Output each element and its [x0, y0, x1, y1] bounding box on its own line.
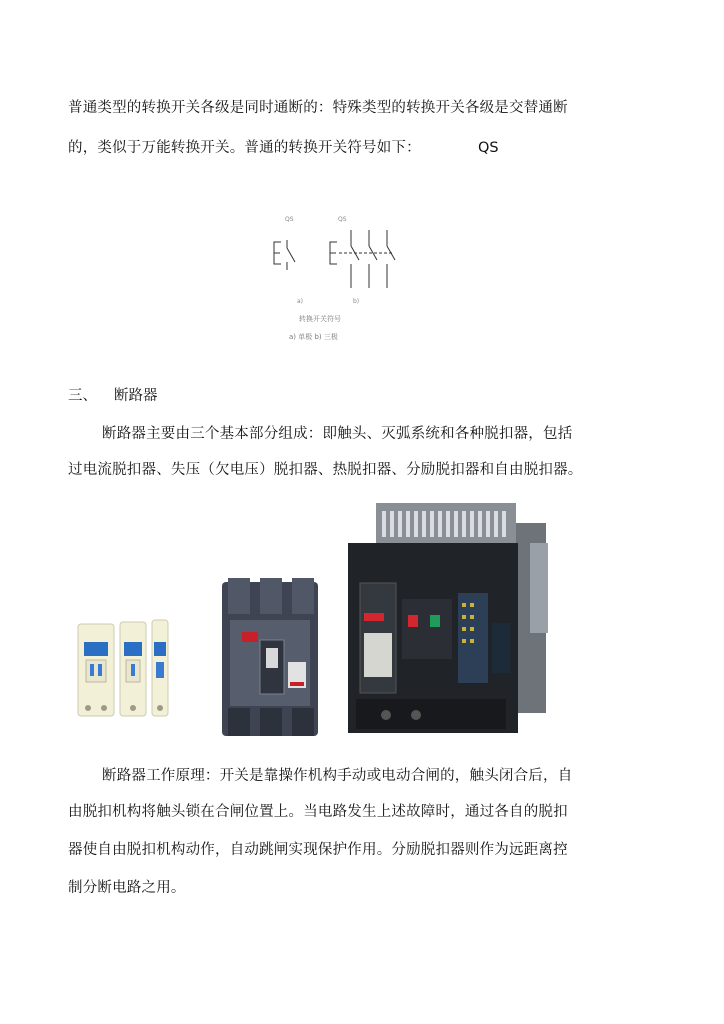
moulded-case-breaker-photo: [220, 578, 322, 740]
qs-symbol-label: QS: [478, 140, 499, 156]
figure-caption-2: a) 单极 b) 三极: [289, 333, 338, 341]
para2-line-3: 器使自由脱扣机构动作，自动跳闸实现保护作用。分励脱扣器则作为远距离控: [68, 842, 568, 858]
intro-line-2: 的，类似于万能转换开关。普通的转换开关符号如下：: [68, 140, 421, 156]
figure-label-a: QS: [285, 216, 294, 223]
figure-sub-a: a): [297, 298, 304, 305]
switch-symbol-diagram: [255, 220, 415, 310]
section-title: 断路器: [114, 388, 158, 404]
miniature-circuit-breakers-photo: [76, 612, 176, 722]
para1-line-2: 过电流脱扣器、失压（欠电压）脱扣器、热脱扣器、分励脱扣器和自由脱扣器。: [68, 462, 583, 478]
para2-line-4: 制分断电路之用。: [68, 880, 186, 896]
section-number: 三、: [68, 388, 97, 404]
figure-sub-b: b): [353, 298, 360, 305]
switch-symbol-figure: [255, 210, 415, 350]
intro-line-1: 普通类型的转换开关各级是同时通断的：特殊类型的转换开关各级是交替通断: [68, 100, 568, 116]
figure-caption-1: 转换开关符号: [299, 315, 341, 323]
figure-label-b: QS: [338, 216, 347, 223]
para1-line-1: 断路器主要由三个基本部分组成：即触头、灭弧系统和各种脱扣器，包括: [102, 426, 573, 442]
para2-line-2: 由脱扣机构将触头锁在合闸位置上。当电路发生上述故障时，通过各自的脱扣: [68, 804, 568, 820]
air-circuit-breaker-photo: [346, 503, 556, 743]
para2-line-1: 断路器工作原理：开关是靠操作机构手动或电动合闸的，触头闭合后，自: [102, 768, 573, 784]
